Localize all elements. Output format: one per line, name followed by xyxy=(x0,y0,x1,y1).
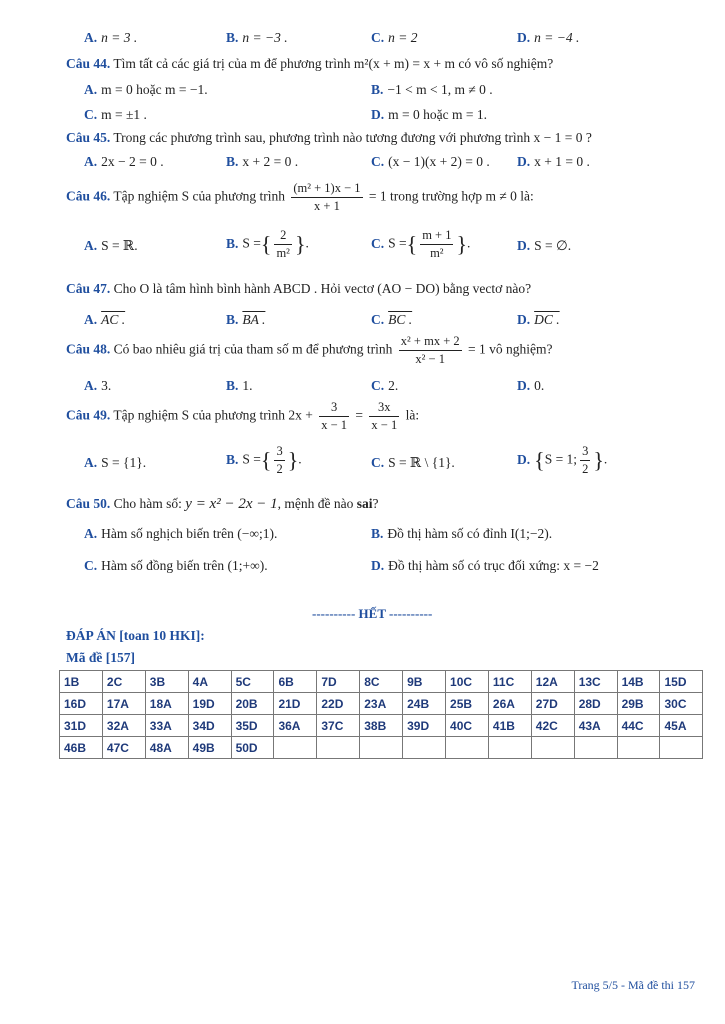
denominator: 2 xyxy=(276,462,283,476)
option-letter: B. xyxy=(226,451,239,467)
option-letter: A. xyxy=(84,82,98,97)
option-text: 0. xyxy=(534,378,545,393)
q50-stem xyxy=(66,496,379,513)
option-text: (x − 1)(x + 2) = 0 . xyxy=(388,154,490,169)
answer-cell: 34D xyxy=(188,715,231,737)
answer-cell xyxy=(531,737,574,759)
question-text: Có bao nhiêu giá trị của tham số m để phương trình xyxy=(113,341,393,357)
answer-cell: 17A xyxy=(102,693,145,715)
option-text: m = 0 hoặc m = −1. xyxy=(101,82,208,97)
option-text: m = 0 hoặc m = 1. xyxy=(388,107,487,122)
option-letter: D. xyxy=(517,238,531,253)
option-letter: C. xyxy=(371,312,385,327)
option-text: Đồ thị hàm số có đỉnh I(1;−2). xyxy=(387,526,553,541)
option-letter: C. xyxy=(371,455,385,470)
answer-row xyxy=(60,715,703,737)
numerator: 3x xyxy=(369,400,399,417)
question-text-2: = 1 trong trường hợp m ≠ 0 là: xyxy=(368,188,534,204)
answer-cell xyxy=(403,737,446,759)
question-text-2: , mệnh đề nào xyxy=(277,496,354,511)
answer-cell xyxy=(660,737,703,759)
numerator: 3 xyxy=(319,400,349,417)
option-letter: B. xyxy=(226,378,239,393)
q48-option-c xyxy=(371,378,398,394)
answer-cell: 22D xyxy=(317,693,360,715)
question-text: Tìm tất cả các giá trị của m để phương trình m²(x + m) = x + m có vô số nghiệm? xyxy=(113,56,554,71)
answer-row xyxy=(60,693,703,715)
denominator: 2 xyxy=(582,462,589,476)
option-text: Đồ thị hàm số có trục đối xứng: x = −2 xyxy=(388,558,599,573)
q45-stem xyxy=(66,130,592,146)
q50-option-b xyxy=(371,526,552,542)
q43-option-a xyxy=(84,30,137,46)
answer-cell: 41B xyxy=(488,715,531,737)
numerator: 3 xyxy=(274,444,284,461)
option-text: Hàm số đồng biến trên (1;+∞). xyxy=(101,558,268,573)
option-letter: C. xyxy=(371,235,385,251)
q50-option-a xyxy=(84,526,277,542)
question-label: Câu 47. xyxy=(66,281,111,296)
option-letter: B. xyxy=(226,235,239,251)
denominator: m² xyxy=(276,246,290,260)
brace-open: { xyxy=(260,231,272,257)
option-text: BC . xyxy=(388,312,413,327)
answer-cell: 14B xyxy=(617,671,660,693)
question-label: Câu 48. xyxy=(66,341,111,357)
option-letter: A. xyxy=(84,30,98,45)
q50-option-c xyxy=(84,558,268,574)
option-text: n = 3 . xyxy=(101,30,138,45)
option-letter: A. xyxy=(84,455,98,470)
question-text: Tập nghiệm S của phương trình 2x + xyxy=(113,407,313,423)
answer-cell: 50D xyxy=(231,737,274,759)
page-footer: Trang 5/5 - Mã đề thi 157 xyxy=(571,978,695,992)
option-text: S = xyxy=(242,235,261,251)
q44-option-c xyxy=(84,107,147,123)
option-text: DC . xyxy=(534,312,560,327)
option-letter: D. xyxy=(517,312,531,327)
q49-option-d: D. {S = 1; $\frac{3}{2}$ }. xyxy=(517,444,608,476)
answer-cell: 1B xyxy=(60,671,103,693)
option-text: 2. xyxy=(388,378,399,393)
option-letter: C. xyxy=(84,107,98,122)
fraction-1 xyxy=(319,400,349,433)
numerator: m + 1 xyxy=(420,228,453,245)
brace-close: } xyxy=(287,447,299,473)
option-text: 3. xyxy=(101,378,112,393)
option-text: n = 2 xyxy=(388,30,418,45)
denominator: x² − 1 xyxy=(415,352,445,366)
q47-option-a xyxy=(84,312,125,328)
q47-option-c xyxy=(371,312,412,328)
fraction xyxy=(274,228,291,261)
option-text: m = ±1 . xyxy=(101,107,147,122)
q43-option-c xyxy=(371,30,418,46)
answer-cell: 38B xyxy=(360,715,403,737)
answer-cell xyxy=(274,737,317,759)
end-marker: ---------- HẾT ---------- xyxy=(312,606,433,621)
option-text: S = ℝ. xyxy=(101,238,138,253)
q45-option-c xyxy=(371,154,490,170)
q46-option-a xyxy=(84,238,138,254)
brace-close: } xyxy=(294,231,306,257)
q47-option-b xyxy=(226,312,265,328)
option-letter: D. xyxy=(371,558,385,573)
brace-open: { xyxy=(260,447,272,473)
option-letter: D. xyxy=(517,30,531,45)
answer-cell: 15D xyxy=(660,671,703,693)
answer-cell: 2C xyxy=(102,671,145,693)
answer-cell: 40C xyxy=(446,715,489,737)
answer-cell: 46B xyxy=(60,737,103,759)
option-text: n = −4 . xyxy=(534,30,580,45)
answer-cell: 28D xyxy=(574,693,617,715)
answer-cell: 48A xyxy=(145,737,188,759)
numerator: x² + mx + 2 xyxy=(399,334,462,351)
answer-cell: 43A xyxy=(574,715,617,737)
question-text-2: là: xyxy=(405,407,420,423)
answer-row xyxy=(60,671,703,693)
option-letter: B. xyxy=(226,30,239,45)
answer-cell: 36A xyxy=(274,715,317,737)
question-text: Cho O là tâm hình bình hành ABCD . Hỏi vectơ (AO − DO) bằng vectơ nào? xyxy=(113,281,532,296)
answer-cell: 24B xyxy=(403,693,446,715)
brace-close: } xyxy=(593,447,604,473)
option-text: S = ℝ \ {1}. xyxy=(388,455,455,470)
answer-cell: 9B xyxy=(403,671,446,693)
option-text: x + 1 = 0 . xyxy=(534,154,590,169)
q48-option-b xyxy=(226,378,253,394)
answer-table xyxy=(59,670,703,759)
question-label: Câu 50. xyxy=(66,496,111,511)
option-letter: C. xyxy=(84,558,98,573)
option-letter: B. xyxy=(226,312,239,327)
option-text: S = xyxy=(242,451,261,467)
answer-cell: 39D xyxy=(403,715,446,737)
answer-cell xyxy=(488,737,531,759)
option-letter: C. xyxy=(371,378,385,393)
option-letter: A. xyxy=(84,526,98,541)
q45-option-a xyxy=(84,154,164,170)
q49-option-b: B. S ={ $\frac{3}{2}$ }. xyxy=(226,444,302,476)
denominator: x − 1 xyxy=(371,418,398,432)
question-text: Trong các phương trình sau, phương trình nào tương đương với phương trình x − 1 = 0 ? xyxy=(113,130,592,145)
question-label: Câu 44. xyxy=(66,56,111,71)
answer-cell: 10C xyxy=(446,671,489,693)
answer-cell: 47C xyxy=(102,737,145,759)
exam-code: Mã đề [157] xyxy=(66,650,135,665)
option-text: BA . xyxy=(242,312,266,327)
option-text: 1. xyxy=(242,378,253,393)
answer-cell: 31D xyxy=(60,715,103,737)
option-text: x + 2 = 0 . xyxy=(242,154,299,169)
answer-cell xyxy=(446,737,489,759)
answer-cell: 12A xyxy=(531,671,574,693)
option-text: −1 < m < 1, m ≠ 0 . xyxy=(387,82,493,97)
fraction xyxy=(274,444,284,477)
option-letter: D. xyxy=(371,107,385,122)
q47-option-d xyxy=(517,312,560,328)
option-letter: C. xyxy=(371,154,385,169)
fraction xyxy=(399,334,462,367)
fraction-2 xyxy=(369,400,399,433)
option-letter: B. xyxy=(371,526,384,541)
question-mark: ? xyxy=(372,496,379,511)
option-text: 2x − 2 = 0 . xyxy=(101,154,164,169)
brace-close: } xyxy=(456,231,468,257)
option-letter: C. xyxy=(371,30,385,45)
option-text: S = {1}. xyxy=(101,455,147,470)
q46-option-b: B. S ={ $\frac{2}{\text{m²}}$ }. xyxy=(226,228,309,260)
answer-cell: 20B xyxy=(231,693,274,715)
question-text: Tập nghiệm S của phương trình xyxy=(113,188,285,204)
answer-cell: 5C xyxy=(231,671,274,693)
denominator: x − 1 xyxy=(321,418,348,432)
fraction xyxy=(580,444,590,477)
option-text: S = xyxy=(388,235,407,251)
option-letter: A. xyxy=(84,154,98,169)
q44-option-b xyxy=(371,82,493,98)
q46-option-d xyxy=(517,238,571,254)
question-text: Cho hàm số: xyxy=(113,496,182,511)
q48-option-a xyxy=(84,378,111,394)
q50-option-d xyxy=(371,558,599,574)
answer-cell: 45A xyxy=(660,715,703,737)
answer-cell: 37C xyxy=(317,715,360,737)
answer-cell: 25B xyxy=(446,693,489,715)
q44-option-a xyxy=(84,82,208,98)
option-letter: A. xyxy=(84,378,98,393)
q49-stem xyxy=(66,400,419,433)
numerator: (m² + 1)x − 1 xyxy=(291,181,362,198)
option-letter: A. xyxy=(84,312,98,327)
q46-stem xyxy=(66,181,534,214)
equals-sign: = xyxy=(355,407,364,423)
answer-cell: 3B xyxy=(145,671,188,693)
brace-open: { xyxy=(406,231,418,257)
denominator: x + 1 xyxy=(314,199,340,213)
q43-option-b xyxy=(226,30,288,46)
option-letter: D. xyxy=(517,451,531,467)
brace-open: { xyxy=(534,447,545,473)
option-text: S = 1; xyxy=(544,451,578,467)
answer-cell: 4A xyxy=(188,671,231,693)
answer-cell: 6B xyxy=(274,671,317,693)
q45-option-d xyxy=(517,154,590,170)
answer-cell: 33A xyxy=(145,715,188,737)
question-label: Câu 49. xyxy=(66,407,111,423)
option-text: n = −3 . xyxy=(242,30,288,45)
fraction xyxy=(420,228,453,261)
answer-cell: 29B xyxy=(617,693,660,715)
question-label: Câu 45. xyxy=(66,130,111,145)
fraction xyxy=(291,181,362,214)
q43-option-d xyxy=(517,30,579,46)
answer-cell: 30C xyxy=(660,693,703,715)
answer-cell: 32A xyxy=(102,715,145,737)
q45-option-b xyxy=(226,154,298,170)
answer-cell: 44C xyxy=(617,715,660,737)
answer-cell: 49B xyxy=(188,737,231,759)
answer-cell: 42C xyxy=(531,715,574,737)
option-letter: B. xyxy=(371,82,384,97)
answer-cell xyxy=(360,737,403,759)
q49-option-c xyxy=(371,455,455,471)
answer-cell: 26A xyxy=(488,693,531,715)
question-label: Câu 46. xyxy=(66,188,111,204)
q47-stem xyxy=(66,281,531,297)
answer-cell: 16D xyxy=(60,693,103,715)
option-text: Hàm số nghịch biến trên (−∞;1). xyxy=(101,526,278,541)
answer-cell: 19D xyxy=(188,693,231,715)
answer-cell: 21D xyxy=(274,693,317,715)
numerator: 3 xyxy=(580,444,590,461)
q46-option-c: C. S ={ $\frac{m + 1}{\text{m²}}$ }. xyxy=(371,228,471,260)
answer-row xyxy=(60,737,703,759)
denominator: m² xyxy=(430,246,444,260)
answer-cell: 13C xyxy=(574,671,617,693)
answer-cell: 11C xyxy=(488,671,531,693)
function-expression: y = x² − 2x − 1 xyxy=(185,496,278,512)
answer-cell: 35D xyxy=(231,715,274,737)
answer-cell xyxy=(574,737,617,759)
answer-cell: 7D xyxy=(317,671,360,693)
answer-cell: 8C xyxy=(360,671,403,693)
answer-cell: 27D xyxy=(531,693,574,715)
numerator: 2 xyxy=(274,228,291,245)
answer-title: ĐÁP ÁN [toan 10 HKI]: xyxy=(66,628,205,643)
emphasis-word: sai xyxy=(356,496,373,511)
q44-option-d xyxy=(371,107,487,123)
option-letter: B. xyxy=(226,154,239,169)
q44-stem xyxy=(66,56,553,72)
answer-cell: 18A xyxy=(145,693,188,715)
option-text: S = ∅. xyxy=(534,238,572,253)
answer-cell xyxy=(617,737,660,759)
option-letter: D. xyxy=(517,154,531,169)
answer-cell: 23A xyxy=(360,693,403,715)
q49-option-a xyxy=(84,455,146,471)
option-text: AC . xyxy=(101,312,126,327)
question-text-2: = 1 vô nghiệm? xyxy=(468,341,553,357)
q48-stem xyxy=(66,334,552,367)
option-letter: D. xyxy=(517,378,531,393)
answer-cell xyxy=(317,737,360,759)
option-letter: A. xyxy=(84,238,98,253)
q48-option-d xyxy=(517,378,544,394)
